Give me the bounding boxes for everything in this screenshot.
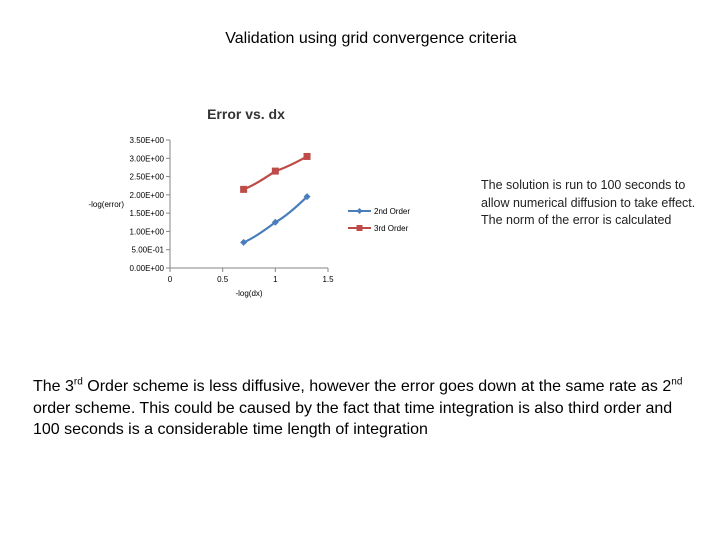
y-tick-label: 1.00E+00 (129, 227, 164, 237)
data-point-square (240, 186, 247, 193)
y-tick-label: 3.50E+00 (129, 136, 164, 145)
y-tick-label: 3.00E+00 (129, 154, 164, 164)
legend-label-1: 2nd Order (374, 207, 411, 216)
x-tick-label: 0.5 (217, 275, 229, 284)
conclusion-text: The 3rd Order scheme is less diffusive, however the error goes down at the same rate as 2nd order scheme. This could be caused by the fact that time integration is also third order and 100 seconds is a considerable time length of integration (33, 376, 683, 438)
x-tick-label: 0 (167, 275, 173, 284)
legend-marker-diamond (357, 208, 363, 214)
y-axis-title: -log(error) (88, 200, 124, 209)
y-tick-label: 1.50E+00 (129, 209, 164, 219)
y-tick-label: 0.00E+00 (129, 264, 164, 273)
chart-plot (88, 136, 334, 298)
x-tick-label: 1.5 (322, 275, 334, 284)
x-tick-label: 1 (273, 275, 278, 284)
legend-label-2: 3rd Order (374, 224, 409, 233)
data-point-square (304, 153, 311, 160)
chart-legend (348, 207, 410, 233)
y-tick-label: 2.00E+00 (129, 190, 164, 200)
legend-marker-square (357, 225, 363, 231)
data-point-square (272, 168, 279, 175)
slide-title: Validation using grid convergence criteria (225, 30, 517, 47)
x-axis-title: -log(dx) (235, 289, 263, 298)
chart-title: Error vs. dx (207, 106, 285, 122)
side-note: The solution is run to 100 seconds to allow numerical diffusion to take effect. The norm of the error is calculated (481, 178, 696, 227)
data-point-diamond (240, 239, 247, 246)
y-tick-label: 5.00E-01 (131, 245, 164, 255)
y-tick-label: 2.50E+00 (129, 172, 164, 182)
